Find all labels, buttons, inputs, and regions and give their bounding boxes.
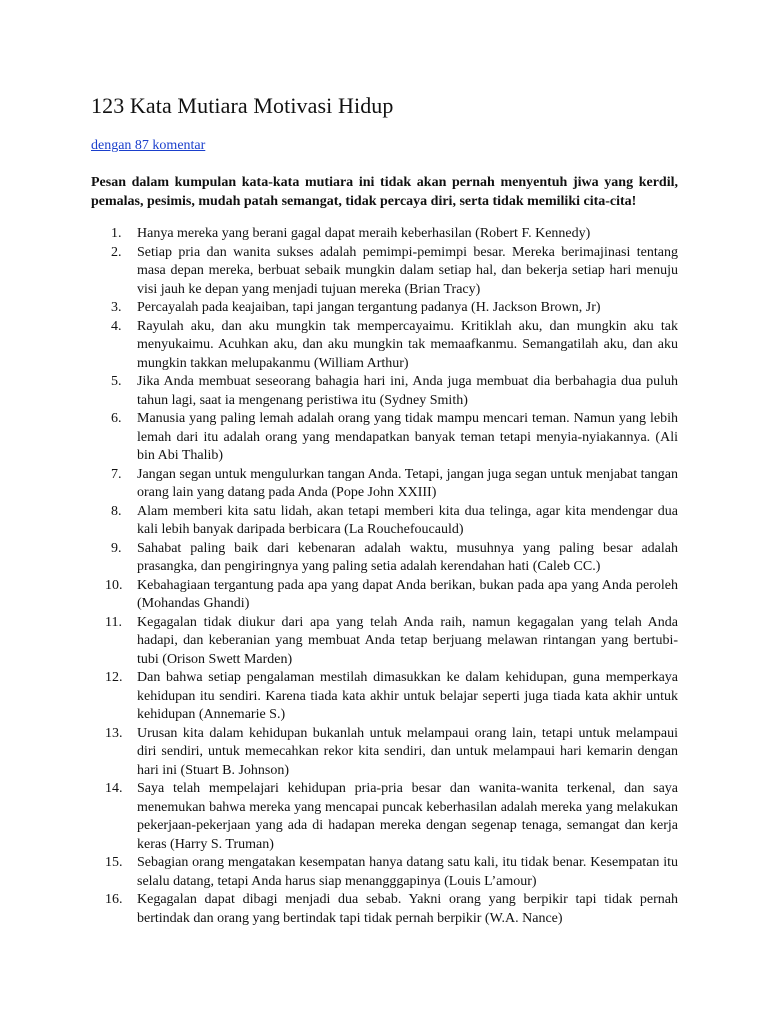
list-item-number: 4. (111, 318, 122, 334)
list-item-text: Kebahagiaan tergantung pada apa yang dapat Anda berikan, bukan pada apa yang Anda peroleh (Mohandas Ghandi) (137, 577, 678, 611)
list-item-number: 13. (105, 725, 123, 741)
list-item-text: Percayalah pada keajaiban, tapi jangan tergantung padanya (H. Jackson Brown, Jr) (137, 300, 601, 315)
list-item (91, 244, 678, 300)
intro-paragraph: Pesan dalam kumpulan kata-kata mutiara ini tidak akan pernah menyentuh jiwa yang kerdil, pemalas, pesimis, mudah patah semangat, tidak percaya diri, serta tidak memiliki cita-cita! (91, 175, 678, 209)
list-item (91, 503, 678, 540)
list-item-text: Setiap pria dan wanita sukses adalah pemimpi-pemimpi besar. Mereka berimajinasi tentang masa depan mereka, berbuat sebaik mungkin dalam setiap hal, dan bekerja setiap hari menuju visi jauh ke depan yang menjadi tujuan mereka (Brian Tracy) (137, 244, 678, 297)
list-item (91, 540, 678, 577)
list-item-text: Dan bahwa setiap pengalaman mestilah dimasukkan ke dalam kehidupan, guna memperkaya kehidupan itu sendiri. Karena tiada kata akhir untuk belajar seperti juga tiada kata akhir untuk kehidupan (Annemarie S.) (137, 670, 678, 722)
list-item-text: Hanya mereka yang berani gagal dapat meraih keberhasilan (Robert F. Kennedy) (137, 226, 591, 241)
list-item-number: 8. (111, 503, 122, 519)
list-item-number: 5. (111, 374, 122, 389)
list-item (91, 225, 678, 244)
list-item (91, 725, 678, 781)
list-item (91, 780, 678, 854)
quotes-list (91, 225, 678, 928)
list-item-number: 15. (105, 855, 123, 870)
list-item-text: Jika Anda membuat seseorang bahagia hari ini, Anda juga membuat dia berbahagia dua puluh tahun lagi, saat ia mengenang peristiwa itu (Sydney Smith) (137, 374, 678, 408)
list-item-text: Manusia yang paling lemah adalah orang yang tidak mampu mencari teman. Namun yang lebih lemah dari itu adalah orang yang mendapatkan banyak teman tetapi menyia-nyiakannya. (Ali bin Abi Thalib) (137, 411, 678, 463)
list-item-text: Urusan kita dalam kehidupan bukanlah untuk melampaui orang lain, tetapi untuk melampaui diri sendiri, untuk memecahkan rekor kita sendiri, dan untuk melampaui hari kemarin dengan hari ini (Stuart B. Johnson) (137, 725, 678, 778)
list-item-text: Saya telah mempelajari kehidupan pria-pria besar dan wanita-wanita terkenal, dan saya menemukan bahwa mereka yang mencapai puncak keberhasilan adalah mereka yang melakukan pekerjaan-pekerjaan yang ada di hadapan mereka dengan segenap tenaga, semangat dan kerja keras (Harry S. Truman) (137, 781, 678, 852)
list-item-number: 14. (105, 781, 123, 796)
list-item (91, 669, 678, 725)
list-item-number: 7. (111, 466, 122, 482)
list-item-number: 10. (105, 577, 123, 593)
list-item-text: Sahabat paling baik dari kebenaran adalah waktu, musuhnya yang paling besar adalah prasangka, dan pengiringnya yang paling setia adalah kerendahan hati (Caleb CC.) (137, 540, 678, 574)
list-item (91, 466, 678, 503)
page-title: 123 Kata Mutiara Motivasi Hidup (91, 93, 394, 118)
list-item-number: 1. (111, 226, 122, 241)
list-item-number: 9. (111, 540, 122, 556)
list-item (91, 577, 678, 614)
list-item-number: 11. (105, 614, 122, 630)
list-item (91, 410, 678, 466)
list-item-text: Sebagian orang mengatakan kesempatan hanya datang satu kali, itu tidak benar. Kesempatan itu selalu datang, tetapi Anda harus siap menangggapinya (Louis L’amour) (137, 855, 678, 889)
list-item-text: Kegagalan dapat dibagi menjadi dua sebab. Yakni orang yang berpikir tapi tidak pernah bertindak dan orang yang bertindak tapi tidak pernah berpikir (W.A. Nance) (137, 892, 678, 926)
list-item (91, 891, 678, 928)
list-item-text: Jangan segan untuk mengulurkan tangan Anda. Tetapi, jangan juga segan untuk menjabat tangan orang lain yang datang pada Anda (Pope John XXIII) (137, 466, 678, 500)
list-item-text: Rayulah aku, dan aku mungkin tak mempercayaimu. Kritiklah aku, dan mungkin aku tak menyukaimu. Acuhkan aku, dan aku mungkin tak memaafkanmu. Semangatilah aku, dan aku mungkin takkan melupakanmu (William Arthur) (137, 318, 678, 371)
list-item-number: 12. (105, 670, 123, 685)
list-item (91, 854, 678, 891)
list-item (91, 318, 678, 374)
list-item-text: Kegagalan tidak diukur dari apa yang telah Anda raih, namun kegagalan yang telah Anda hadapi, dan keberanian yang membuat Anda tetap berjuang melawan rintangan yang bertubi-tubi (Orison Swett Marden) (137, 614, 678, 667)
list-item-number: 3. (111, 300, 122, 315)
comments-link[interactable]: dengan 87 komentar (91, 138, 206, 153)
list-item-number: 16. (105, 892, 123, 907)
list-item-number: 6. (111, 411, 122, 426)
list-item (91, 299, 678, 318)
list-item (91, 614, 678, 670)
article (91, 92, 678, 928)
list-item-text: Alam memberi kita satu lidah, akan tetapi memberi kita dua telinga, agar kita mendengar dua kali lebih banyak daripada berbicara (La Rouchefoucauld) (137, 503, 678, 537)
list-item (91, 373, 678, 410)
list-item-number: 2. (111, 244, 122, 260)
